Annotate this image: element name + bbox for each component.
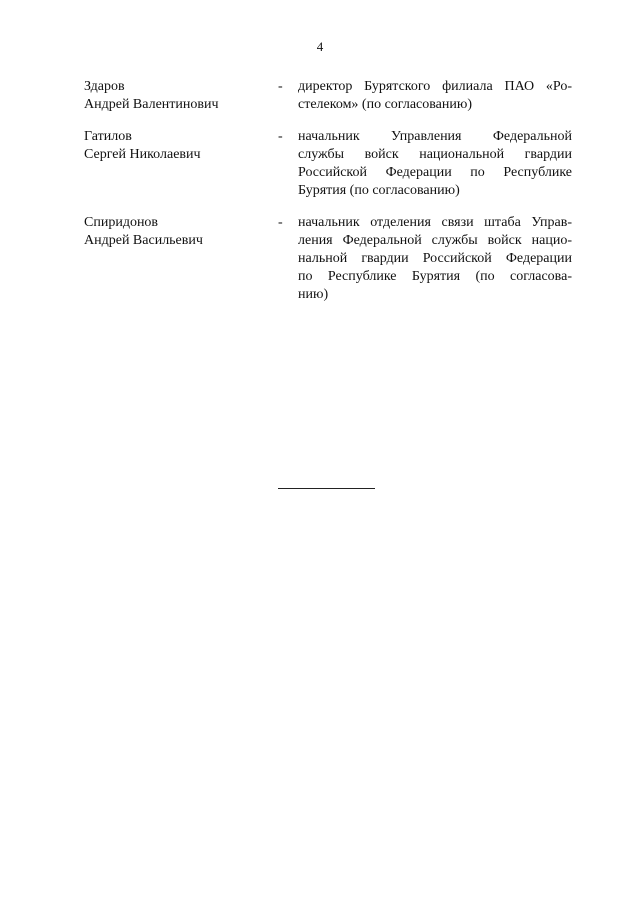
member-given-names: Сергей Николаевич <box>84 147 201 162</box>
role-line: нию) <box>298 287 329 302</box>
dash-separator: - <box>278 129 283 144</box>
role-line: начальник Управления Федеральной <box>298 129 572 144</box>
member-role <box>298 214 572 304</box>
role-line: нальной гвардии Российской Федерации <box>298 251 572 266</box>
member-given-names: Андрей Валентинович <box>84 97 219 112</box>
member-name <box>84 78 264 114</box>
role-line: Бурятия (по согласованию) <box>298 183 460 198</box>
role-line: по Республике Бурятия (по согласова- <box>298 269 572 284</box>
role-line: ления Федеральной службы войск нацио- <box>298 233 572 248</box>
role-line: начальник отделения связи штаба Управ- <box>298 215 572 230</box>
dash-separator: - <box>278 215 283 230</box>
member-surname: Здаров <box>84 79 125 94</box>
member-given-names: Андрей Васильевич <box>84 233 203 248</box>
member-role <box>298 128 572 200</box>
role-line: Российской Федерации по Республике <box>298 165 572 180</box>
member-role <box>298 78 572 114</box>
page-number: 4 <box>316 39 324 54</box>
member-surname: Гатилов <box>84 129 132 144</box>
member-name <box>84 214 264 250</box>
role-line: директор Бурятского филиала ПАО «Ро- <box>298 79 572 94</box>
role-line: стелеком» (по согласованию) <box>298 97 472 112</box>
end-of-list-rule <box>278 488 375 489</box>
role-line: службы войск национальной гвардии <box>298 147 572 162</box>
dash-separator: - <box>278 79 283 94</box>
member-surname: Спиридонов <box>84 215 159 230</box>
member-name <box>84 128 264 164</box>
